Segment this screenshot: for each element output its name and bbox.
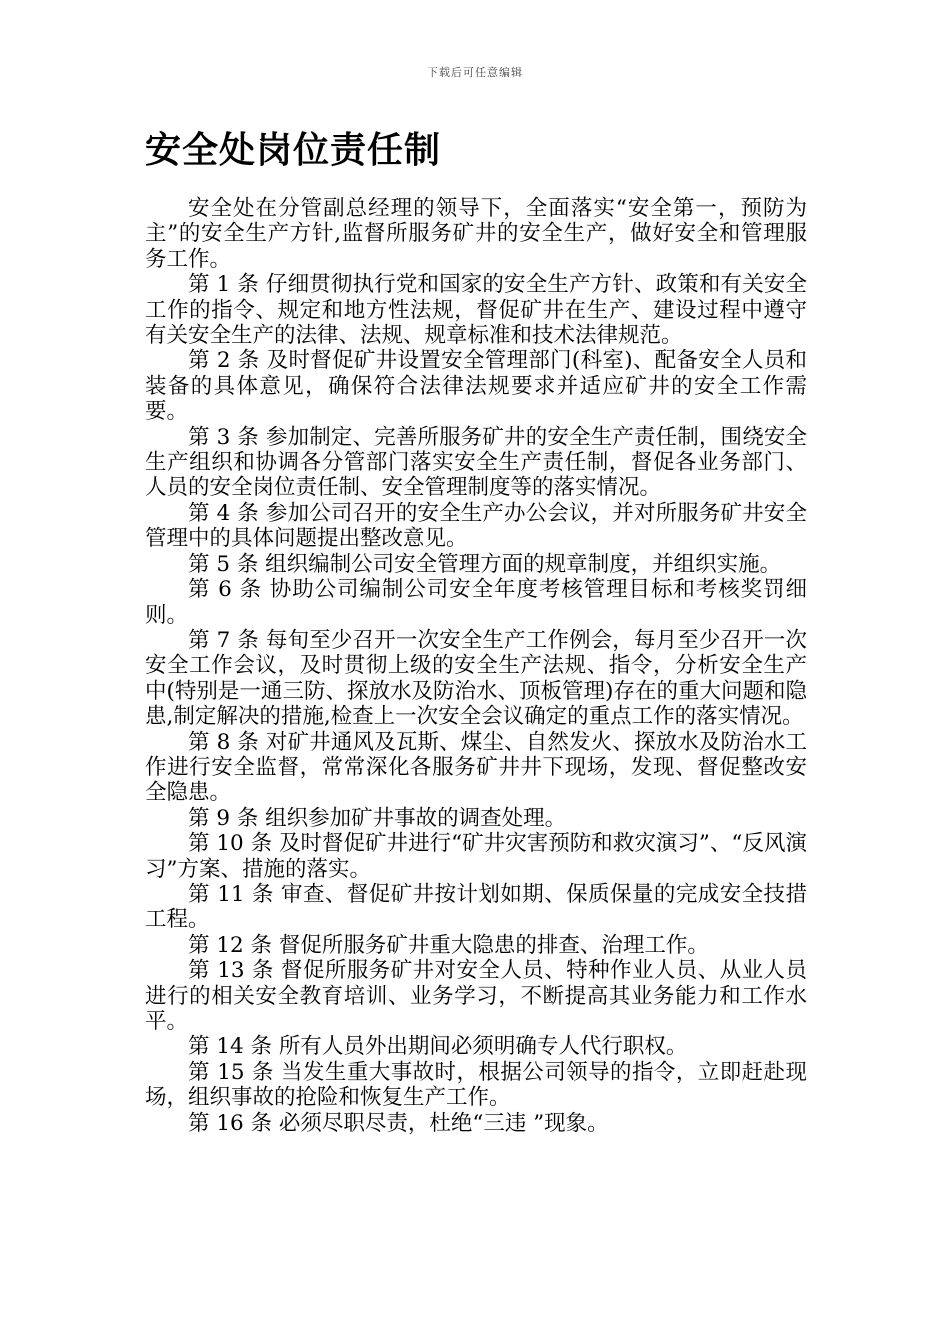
article-12: 第 12 条 督促所服务矿井重大隐患的排查、治理工作。 [188, 932, 709, 958]
article-8: 第 8 条 对矿井通风及瓦斯、煤尘、自然发火、探放水及防治水工作进行安全监督，常常深化各服务矿井井下现场，发现、督促整改安全隐患。 [145, 729, 807, 806]
article-7: 第 7 条 每旬至少召开一次安全生产工作例会，每月至少召开一次安全工作会议，及时贯彻上级的安全生产法规、指令，分析安全生产中(特别是一通三防、探放水及防治水、顶板管理)存在的重大问题和隐患,制定解决的措施,检查上一次安全会议确定的重点工作的落实情况。 [145, 627, 807, 730]
article-4: 第 4 条 参加公司召开的安全生产办公会议，并对所服务矿井安全管理中的具体问题提出整改意见。 [145, 500, 807, 552]
article-6: 第 6 条 协助公司编制公司安全年度考核管理目标和考核奖罚细则。 [145, 577, 807, 628]
article-2: 第 2 条 及时督促矿井设置安全管理部门(科室)、配备安全人员和装备的具体意见，确保符合法律法规要求并适应矿井的安全工作需要。 [145, 348, 807, 425]
article-13: 第 13 条 督促所服务矿井对安全人员、特种作业人员、从业人员进行的相关安全教育培训、业务学习，不断提高其业务能力和工作水平。 [145, 958, 807, 1034]
article-5: 第 5 条 组织编制公司安全管理方面的规章制度，并组织实施。 [188, 551, 782, 577]
article-3: 第 3 条 参加制定、完善所服务矿井的安全生产责任制，围绕安全生产组织和协调各分管部门落实安全生产责任制，督促各业务部门、人员的安全岗位责任制、安全管理制度等的落实情况。 [145, 424, 807, 501]
article-16: 第 16 条 必须尽职尽责，杜绝“三违 ”现象。 [188, 1110, 609, 1136]
intro-paragraph: 安全处在分管副总经理的领导下，全面落实“安全第一，预防为主”的安全生产方针,监督所服务矿井的安全生产，做好安全和管理服务工作。 [145, 196, 807, 272]
article-14: 第 14 条 所有人员外出期间必须明确专人代行职权。 [188, 1034, 688, 1060]
article-1: 第 1 条 仔细贯彻执行党和国家的安全生产方针、政策和有关安全工作的指令、规定和地方性法规，督促矿井在生产、建设过程中遵守有关安全生产的法律、法规、规章标准和技术法律规范。 [145, 272, 807, 349]
page-title: 安全处岗位责任制 [145, 130, 442, 171]
header-note: 下载后可任意编辑 [427, 66, 523, 79]
article-9: 第 9 条 组织参加矿井事故的调查处理。 [188, 805, 567, 831]
article-11: 第 11 条 审查、督促矿井按计划如期、保质保量的完成安全技措工程。 [145, 881, 807, 933]
article-10: 第 10 条 及时督促矿井进行“矿井灾害预防和救灾演习”、“反风演习”方案、措施的落实。 [145, 831, 807, 882]
article-15: 第 15 条 当发生重大事故时，根据公司领导的指令，立即赶赴现场，组织事故的抢险和恢复生产工作。 [145, 1059, 807, 1111]
document-body [145, 196, 807, 1136]
